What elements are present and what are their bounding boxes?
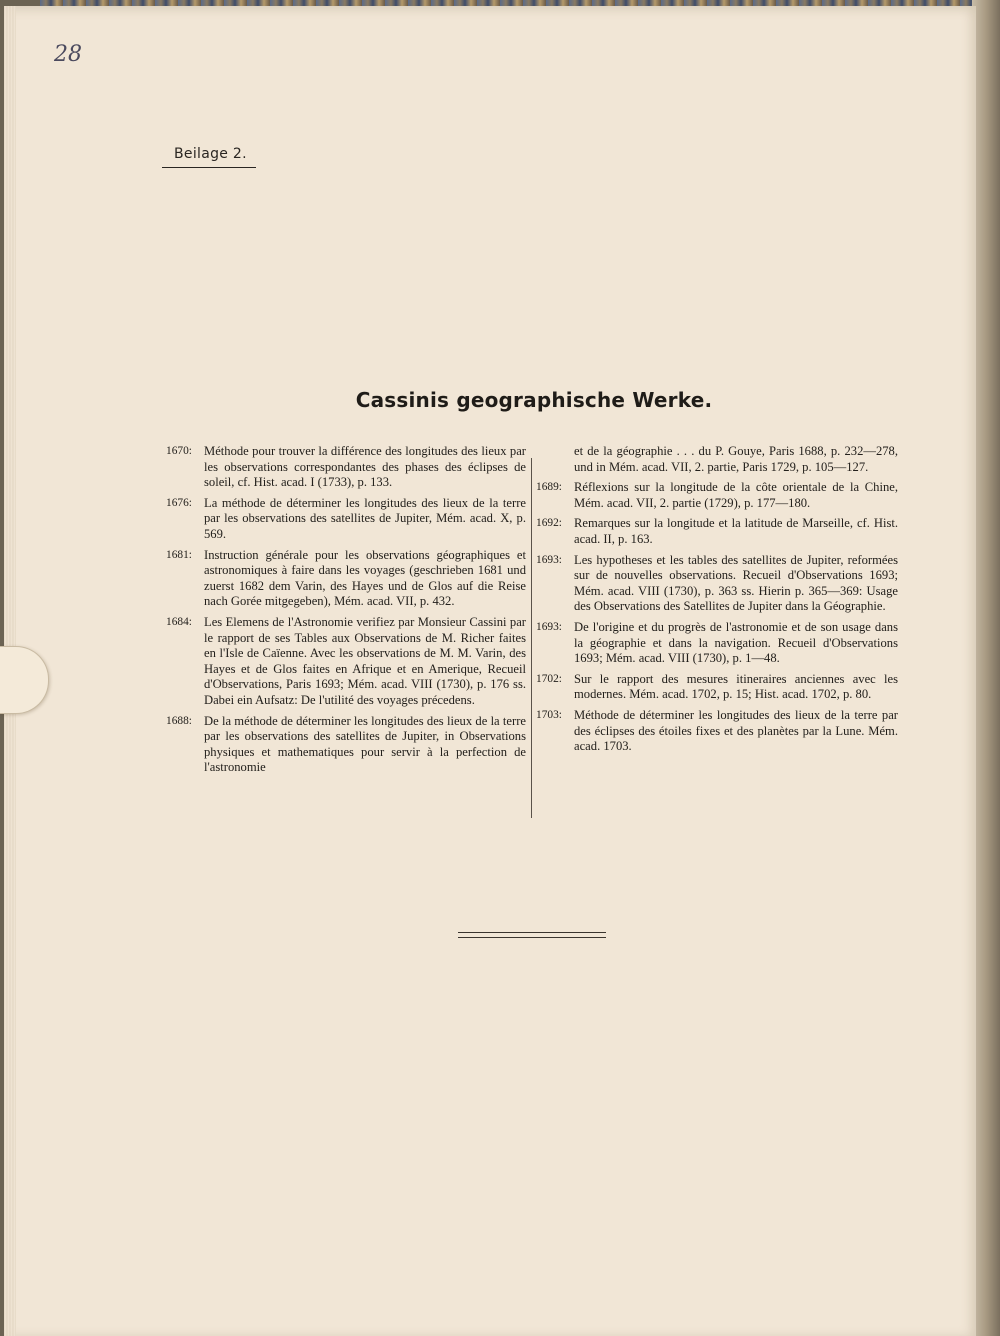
entry-text: Les Elemens de l'Astronomie verifiez par Monsieur Cassini par le rapport de ses Tables aux Observations de M. Richer faites en l'Isle de Caïenne. Avec les observations de M. M. Varin, des Hayes et de Glos faites en Afrique et en Amerique, Recueil d'Observations, Paris 1693; Mém. acad. VIII (1730), p. 176 ss. Dabei ein Aufsatz: De l'utilité des voyages précedens. bbox=[204, 614, 526, 707]
entry-year: 1703: bbox=[536, 708, 562, 721]
book-spine-edge bbox=[972, 0, 1000, 1336]
bibliography-entry bbox=[166, 496, 526, 543]
end-double-rule bbox=[458, 932, 606, 933]
bibliography-entry bbox=[536, 553, 898, 615]
entry-year: 1676: bbox=[166, 496, 192, 509]
left-column bbox=[166, 444, 526, 781]
entry-year: 1684: bbox=[166, 615, 192, 628]
bibliography-entry bbox=[536, 620, 898, 667]
page-sheet bbox=[4, 6, 976, 1336]
entry-text: Réflexions sur la longitude de la côte orientale de la Chine, Mém. acad. VII, 2. partie (1729), p. 177—180. bbox=[574, 480, 898, 510]
page-number: 28 bbox=[54, 42, 82, 67]
entry-year: 1702: bbox=[536, 672, 562, 685]
entry-text: De l'origine et du progrès de l'astronomie et de son usage dans la géographie et dans la navigation. Recueil d'Observations 1693; Mém. acad. VIII (1730), p. 1—48. bbox=[574, 619, 898, 666]
entry-text: La méthode de déterminer les longitudes des lieux de la terre par les observations des satellites de Jupiter, Mém. acad. X, p. 569. bbox=[204, 495, 526, 541]
bibliography-entry bbox=[166, 714, 526, 776]
supplement-label: Beilage 2. bbox=[174, 146, 247, 162]
end-double-rule bbox=[458, 937, 606, 938]
column-divider bbox=[531, 458, 532, 818]
right-column bbox=[536, 444, 898, 760]
bibliography-entry bbox=[536, 516, 898, 547]
entry-text: De la méthode de déterminer les longitudes des lieux de la terre par les observations des satellites de Jupiter, in Observations physiques et mathematiques pour servir à la perfection de l'astronomie bbox=[204, 713, 526, 775]
entry-text: Instruction générale pour les observations géographiques et astronomiques à faire dans les voyages (geschrieben 1681 und zuerst 1682 dem Varin, des Hayes und de Glos auf die Reise nach Gorée mitgegeben), Mém. acad. VII, p. 432. bbox=[204, 547, 526, 609]
entry-text: Sur le rapport des mesures itineraires anciennes avec les modernes. Mém. acad. 1702, p. 15; Hist. acad. 1702, p. 80. bbox=[574, 671, 898, 702]
page-title: Cassinis geographische Werke. bbox=[355, 388, 713, 412]
entry-text: Méthode de déterminer les longitudes des lieux de la terre par des éclipses des étoiles fixes et des planètes par la Lune. Mém. acad. 1703. bbox=[574, 707, 898, 754]
index-tab bbox=[0, 646, 49, 714]
entry-year: 1688: bbox=[166, 714, 192, 727]
entry-year: 1692: bbox=[536, 517, 562, 530]
entry-continuation: et de la géographie . . . du P. Gouye, Paris 1688, p. 232—278, und in Mém. acad. VII, 2. partie, Paris 1729, p. 105—127. bbox=[574, 444, 898, 474]
bibliography-entry bbox=[536, 708, 898, 755]
entry-year: 1693: bbox=[536, 553, 562, 566]
entry-year: 1681: bbox=[166, 548, 192, 561]
bibliography-entry bbox=[166, 615, 526, 709]
entry-text: Les hypotheses et les tables des satellites de Jupiter, reformées sur de nouvelles observations. Recueil d'Observations 1693; Mém. acad. VIII (1730), p. 363 ss. Hierin p. 365—369: Usage des Observations des Satellites de Jupiter dans la Géographie. bbox=[574, 552, 898, 614]
bibliography-entry bbox=[166, 444, 526, 491]
entry-text: Remarques sur la longitude et la latitude de Marseille, cf. Hist. acad. II, p. 163. bbox=[574, 516, 898, 546]
entry-year: 1670: bbox=[166, 445, 192, 457]
entry-year: 1689: bbox=[536, 481, 562, 494]
bibliography-entry bbox=[536, 480, 898, 511]
bibliography-entry bbox=[536, 672, 898, 703]
bibliography-entry bbox=[166, 548, 526, 610]
supplement-underline bbox=[162, 167, 256, 168]
entry-text: Méthode pour trouver la différence des longitudes des lieux par les observations correspondantes des phases des éclipses de soleil, cf. Hist. acad. I (1733), p. 133. bbox=[204, 444, 526, 490]
entry-year: 1693: bbox=[536, 620, 562, 633]
